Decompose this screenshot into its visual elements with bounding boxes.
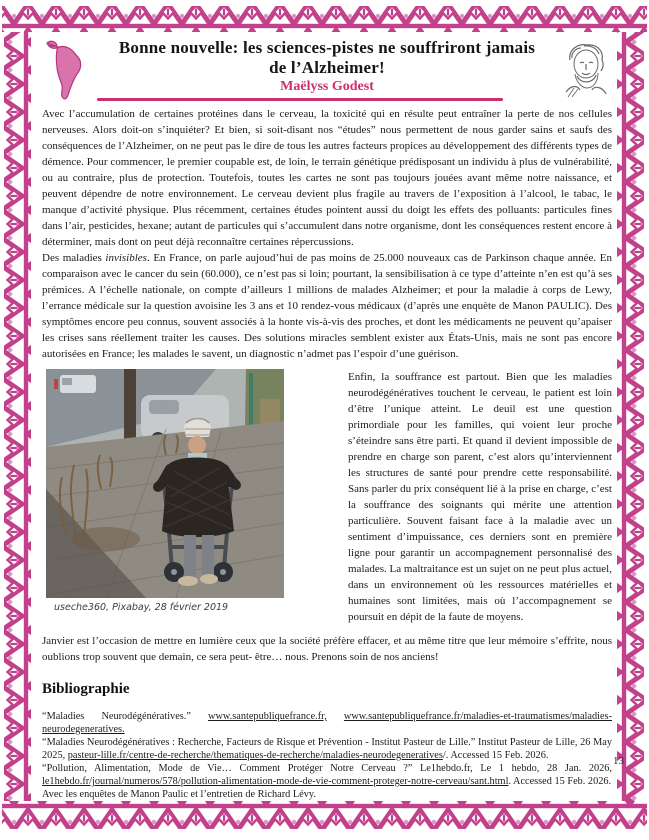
elderly-woman-walker-photo bbox=[46, 369, 284, 598]
text-segment: /. Accessed 15 Feb. 2026. bbox=[442, 750, 549, 761]
bibliography-link[interactable]: le1hebdo.fr/journal/numeros/578/pollution-alimentation-mode-de-vie-comment-proteger-notre-cerveau/sant.html bbox=[42, 776, 509, 787]
paragraph-2 bbox=[42, 250, 612, 362]
closing-paragraph-wrap bbox=[42, 633, 612, 665]
text-segment: Enfin, la souffrance est partout. Bien que les maladies neurodégénératives touchent le cerveau, le patient est loin d’être l’unique atteint. Le deuil est une question primordiale pour les familles, qui voient leur proche s’éteindre sans être parti. Et quand il devient impossible de prendre en charge son parent, c’est alors qu’interviennent les structures de santé pour prendre cette responsabilité. Sans parler du prix conséquent lié à la prise en charge, c’est la souffrance des soignants qui mérite une attention particulière. Souvent faisant face à la maladie avec un sentiment d’impuissance, ces derniers sont en première ligne pour garantir un accompagnement personnalisé des malades. La maltraitance est un sujet on ne peut plus actuel, dans un environnement où les ressources matérielles et humaines sont limitées, mais où l’accompagnement se poursuit en dépit de la faute de moyens. bbox=[348, 371, 612, 623]
bibliography-entry bbox=[42, 762, 612, 788]
page-number: 13 bbox=[613, 755, 624, 767]
text-segment: Des maladies bbox=[42, 252, 106, 264]
paragraph-4 bbox=[42, 633, 612, 665]
text-segment: . Accessed 15 Feb. 2026. bbox=[508, 776, 612, 787]
photo-caption: useche360, Pixabay, 28 février 2019 bbox=[54, 602, 229, 613]
photo-and-text-row bbox=[42, 369, 612, 625]
bibliography-link[interactable]: pasteur-lille.fr/centre-de-recherche/thematiques-de-recherche/maladies-neurodegeneratives bbox=[67, 750, 443, 761]
bibliography-entry bbox=[42, 736, 612, 762]
south-america-map-icon bbox=[44, 38, 86, 102]
text-segment: Avec l’accumulation de certaines protéines dans le cerveau, la toxicité qui en résulte peut entraîner la perte de nos cellules nerveuses. Alors doit-on s’inquiéter? Et bien, si soit-disant nos “études” nous permettent de nous garder sains et saufs des conséquences de l’Alzheimer, on ne peut pas le dire de tous les autres facteurs propices au développement des différents types de démence. Pour commencer, le premier coupable est, de loin, le terrain génétique prédisposant un individu à plus de vulnérabilité, ou au contraire, plus de protection. Toutefois, toutes les cartes ne sont pas toujours jouées avant même notre naissance, et peuvent dépendre de notre environnement. Le cerveau devient plus fragile au travers de l’exposition à l’alcool, le tabac, le manque d’activité physique. Plus récemment, certaines études pointent aussi du doigt les effets des polluants: particules fines dans l’air, pesticides, hexane; autant de particules qui s’accumulent dans notre organisme, dont les conséquences restent encore à déterminer, mais dont on peut déjà reconnaître certaines répercussions. bbox=[42, 108, 612, 248]
text-segment: “Maladies Neurodégénératives : Recherche, Facteurs de Risque et Prévention - Institut Pasteur de Lille.” Institut Pasteur de Lille, 26 May 2025, bbox=[42, 737, 612, 761]
author-name: Maëlyss Godest bbox=[280, 79, 374, 94]
bibliography-entry bbox=[42, 788, 612, 801]
header-divider bbox=[97, 98, 503, 101]
text-segment bbox=[327, 711, 344, 722]
text-segment: . En France, on parle aujoud’hui de pas moins de 25.000 nouveaux cas de Parkinson chaque année. En comparaison avec le cancer du sein (60.000), ce n’est pas si loin; pourtant, la sensibilisation à ce type d’atteinte n’en est qu’à ses prémices. A l’échelle nationale, on compte d’ailleurs 1 millions de malades Alzheimer; et pour la maladie à corps de Lewy, l’errance médicale sur la question avoisine les 3 ans et 10 rendez-vous médicaux (d’après une enquète de Manon PAULIC). Des symptômes encore peu connus, souvent associés à la honte vis-à-vis des proches, et dont les médicaments ne peuvent qu’apaiser les crises sans réellement traiter les causes. Des solutions miracles semblent exister aux États-Unis, mais ne sont pas encore autorisées en France; les malades le savent, un diagnostic n’admet pas l’espoir d’une guérison. bbox=[42, 252, 612, 360]
page-title-line2: de l’Alzheimer! bbox=[269, 58, 385, 77]
right-text-column bbox=[348, 369, 612, 625]
text-segment: “Maladies Neurodégénératives.” bbox=[42, 711, 209, 722]
article-header bbox=[42, 36, 612, 101]
bibliography-list bbox=[42, 710, 612, 801]
bibliography-link[interactable]: www.santepubliquefrance.fr, bbox=[208, 711, 327, 722]
author-portrait-sketch-icon bbox=[560, 40, 612, 98]
photo-block bbox=[46, 369, 284, 625]
text-segment: “Pollution, Alimentation, Mode de Vie… Comment Protéger Notre Cerveau ?” Le1hebdo.fr, Le 1 hebdo, 28 Jan. 2026, bbox=[42, 763, 612, 774]
bibliography-heading: Bibliographie bbox=[42, 681, 130, 697]
text-segment: Avec les enquêtes de Manon Paulic et l’entretien de Richard Lévy. bbox=[42, 789, 316, 800]
text-segment: invisibles bbox=[105, 252, 147, 264]
paragraph-1 bbox=[42, 106, 612, 250]
article-content bbox=[42, 36, 612, 801]
article-body bbox=[42, 106, 612, 362]
bibliography-entry bbox=[42, 710, 612, 736]
bibliography-link[interactable]: www.santepubliquefrance.fr/maladies-et-traumatismes/maladies-neurodegeneratives. bbox=[42, 711, 612, 735]
page-title-line1: Bonne nouvelle: les sciences-pistes ne souffriront jamais bbox=[118, 38, 536, 57]
text-segment: Janvier est l’occasion de mettre en lumière ceux que la société préfère effacer, et au même titre que leur mémoire s’effrite, nous oublions trop souvent que demain, ce sera peut- être… nous. Prenons soin de nos anciens! bbox=[42, 635, 612, 663]
paragraph-3 bbox=[348, 369, 612, 625]
